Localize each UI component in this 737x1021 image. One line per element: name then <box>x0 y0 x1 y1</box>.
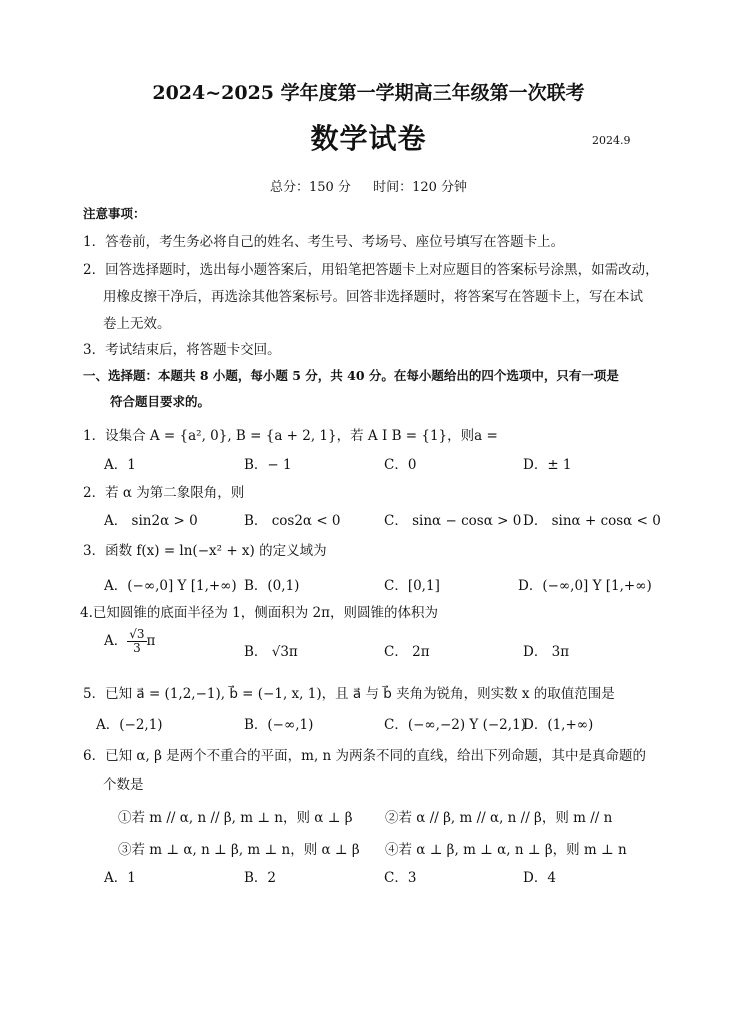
q3-option-b: B．(0,1) <box>244 578 300 594</box>
q4-option-d: D． 3π <box>523 644 570 660</box>
q1-option-b: B．− 1 <box>244 457 292 473</box>
note-3: 3．考试结束后，将答题卡交回。 <box>83 342 281 358</box>
q5-option-c: C．(−∞,−2) Y (−2,1) <box>384 717 526 733</box>
question-2-stem: 2．若 α 为第二象限角，则 <box>83 485 245 501</box>
q4-option-a-fraction <box>127 628 146 655</box>
q4-option-a-denominator: 3 <box>133 641 141 656</box>
exam-title: 2024~2025 学年度第一学期高三年级第一次联考 <box>152 82 585 104</box>
q6-option-d: D．4 <box>523 870 556 886</box>
q6-option-a: A．1 <box>104 870 136 886</box>
question-6-stem-line-2: 个数是 <box>103 777 144 793</box>
q5-option-a: A．(−2,1) <box>96 717 163 733</box>
question-3-stem: 3．函数 f(x) = ln(−x² + x) 的定义域为 <box>83 543 327 559</box>
exam-meta <box>0 176 737 195</box>
q4-option-b: B． √3π <box>244 644 298 660</box>
q6-statement-4: ④若 α ⊥ β, m ⊥ α, n ⊥ β，则 m ⊥ n <box>385 842 627 858</box>
q5-option-b: B．(−∞,1) <box>244 717 314 733</box>
q4-option-a-numerator: √3 <box>129 627 145 641</box>
note-2-line-1: 2．回答选择题时，选出每小题答案后，用铅笔把答题卡上对应题目的答案标号涂黑，如需改动， <box>83 262 659 278</box>
q3-option-a: A．(−∞,0] Y [1,+∞) <box>104 578 237 594</box>
q1-option-c: C．0 <box>384 457 417 473</box>
notes-heading: 注意事项： <box>83 206 146 221</box>
q4-option-c: C． 2π <box>384 644 430 660</box>
q3-option-d: D．(−∞,0] Y [1,+∞) <box>518 578 652 594</box>
q1-option-d: D．± 1 <box>523 457 572 473</box>
q2-option-c: C． sinα − cosα > 0 <box>384 513 522 529</box>
q6-statement-3: ③若 m ⊥ α, n ⊥ β, m ⊥ n，则 α ⊥ β <box>118 842 360 858</box>
note-2-line-3: 卷上无效。 <box>103 316 171 332</box>
q4-option-a-label: A． <box>104 633 128 650</box>
question-6-stem-line-1: 6．已知 α, β 是两个不重合的平面，m, n 为两条不同的直线，给出下列命题，其中是真命题的 <box>83 748 647 764</box>
q4-option-a-pi: π <box>146 633 156 650</box>
q3-option-c: C．[0,1] <box>384 578 440 594</box>
q6-option-c: C．3 <box>384 870 417 886</box>
q2-option-a: A． sin2α > 0 <box>104 513 198 529</box>
exam-date: 2024.9 <box>592 134 631 147</box>
note-1: 1．答卷前，考生务必将自己的姓名、考生号、考场号、座位号填写在答题卡上。 <box>83 234 565 250</box>
q6-option-b: B．2 <box>244 870 277 886</box>
section-1-heading-cont: 符合题目要求的。 <box>110 394 211 409</box>
q6-statement-2: ②若 α // β, m // α, n // β，则 m // n <box>385 810 613 826</box>
q6-statement-1: ①若 m // α, n // β, m ⊥ n，则 α ⊥ β <box>118 810 353 826</box>
exam-time: 时间：120 分钟 <box>373 180 468 195</box>
q1-option-a: A．1 <box>104 457 136 473</box>
section-1-heading: 一、选择题：本题共 8 小题，每小题 5 分，共 40 分。在每小题给出的四个选项中，只有一项是 <box>83 368 619 383</box>
question-5-stem: 5．已知 a⃗ = (1,2,−1), b⃗ = (−1, x, 1)，且 a⃗ 与 b⃗ 夹角为锐角，则实数 x 的取值范围是 <box>83 686 615 702</box>
q4-option-a <box>104 628 155 655</box>
note-2-line-2: 用橡皮擦干净后，再选涂其他答案标号。回答非选择题时，将答案写在答题卡上，写在本试 <box>103 289 643 305</box>
subject-title: 数学试卷 <box>310 122 427 155</box>
question-4-stem: 4.已知圆锥的底面半径为 1，侧面积为 2π，则圆锥的体积为 <box>80 605 439 621</box>
total-score: 总分：150 分 <box>269 180 351 195</box>
q2-option-d: D． sinα + cosα < 0 <box>523 513 661 529</box>
question-1-stem: 1．设集合 A = {a², 0}, B = {a + 2, 1}，若 A I B = {1}，则a = <box>83 428 498 444</box>
q5-option-d: D．(1,+∞) <box>523 717 594 733</box>
q2-option-b: B． cos2α < 0 <box>244 513 341 529</box>
